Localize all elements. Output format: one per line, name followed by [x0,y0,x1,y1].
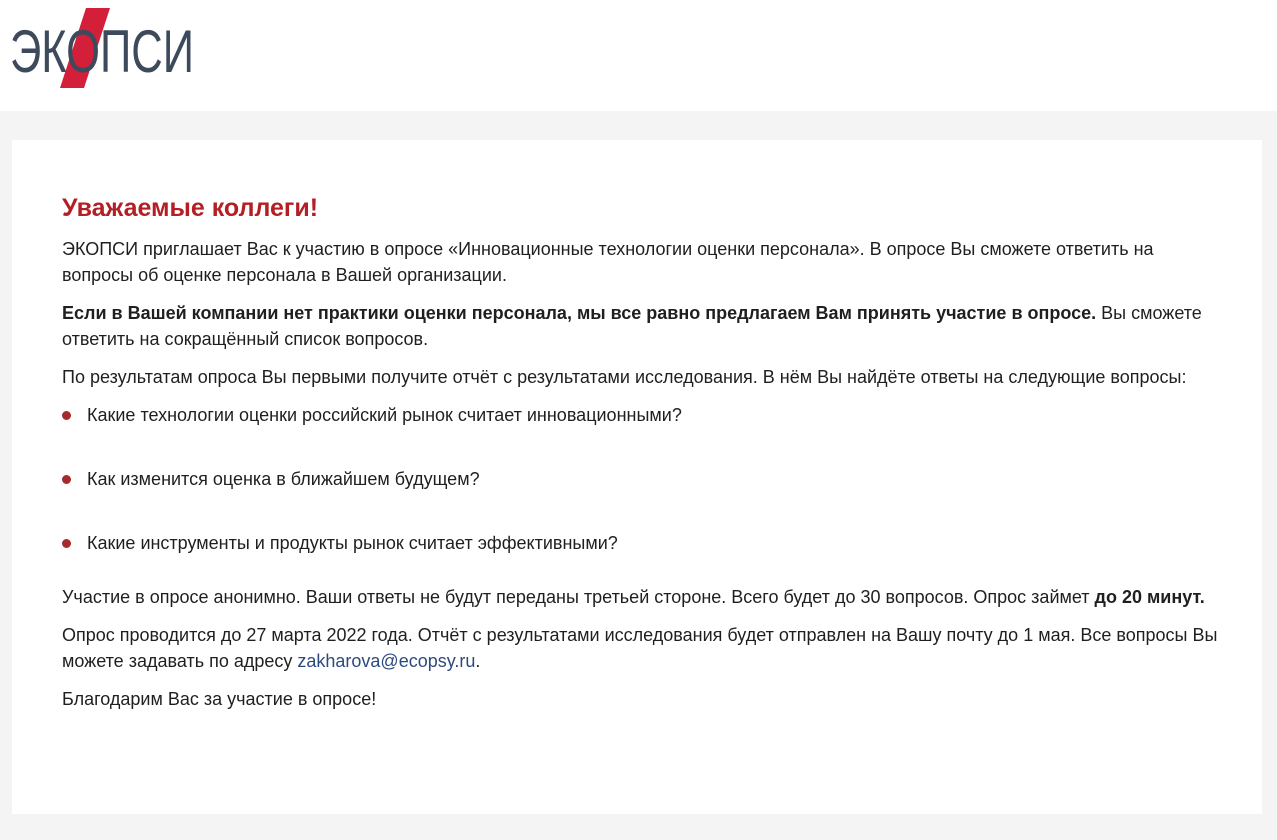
bullet-icon [62,475,71,484]
site-header [0,0,1277,111]
ecopsy-logo[interactable] [10,6,200,90]
duration-bold-text: до 20 минут. [1094,587,1205,607]
thanks-paragraph: Благодарим Вас за участие в опросе! [62,689,377,709]
intro-paragraph: ЭКОПСИ приглашает Вас к участию в опросе «Инновационные технологии оценки персонала». В опросе Вы сможете ответить на вопросы об оценке персонала в Вашей организации. [62,239,1154,285]
list-item [62,402,1222,428]
bullet-icon [62,411,71,420]
no-practice-bold-text: Если в Вашей компании нет практики оценки персонала, мы все равно предлагаем Вам принять участие в опросе. [62,303,1097,323]
questions-list [62,402,1222,556]
no-practice-rest-text: Вы сможете ответить на сокращённый список вопросов. [62,303,1202,349]
anonymity-text: Участие в опросе анонимно. Ваши ответы не будут переданы третьей стороне. Всего будет до 30 вопросов. Опрос займет [62,587,1095,607]
bullet-icon [62,539,71,548]
anonymity-paragraph [62,584,1222,610]
question-text: Как изменится оценка в ближайшем будущем? [87,469,480,489]
invitation-card [12,140,1262,814]
page-heading: Уважаемые коллеги! [62,194,319,222]
list-item [62,530,1222,556]
question-text: Какие технологии оценки российский рынок считает инновационными? [87,405,682,425]
no-practice-paragraph [62,300,1222,352]
deadline-end: . [475,651,481,671]
email-link[interactable]: zakharova@ecopsy.ru [297,651,476,671]
invitation-content [62,190,1222,712]
logo-text: ЭКОПСИ [10,18,194,85]
question-text: Какие инструменты и продукты рынок считает эффективными? [87,533,618,553]
deadline-text: Опрос проводится до 27 марта 2022 года. Отчёт с результатами исследования будет отправлен на Вашу почту до 1 мая. Все вопросы Вы можете задавать по адресу [62,625,1218,671]
list-item [62,466,1222,492]
deadline-paragraph [62,622,1222,674]
results-intro-paragraph: По результатам опроса Вы первыми получите отчёт с результатами исследования. В нём Вы найдёте ответы на следующие вопросы: [62,367,1187,387]
